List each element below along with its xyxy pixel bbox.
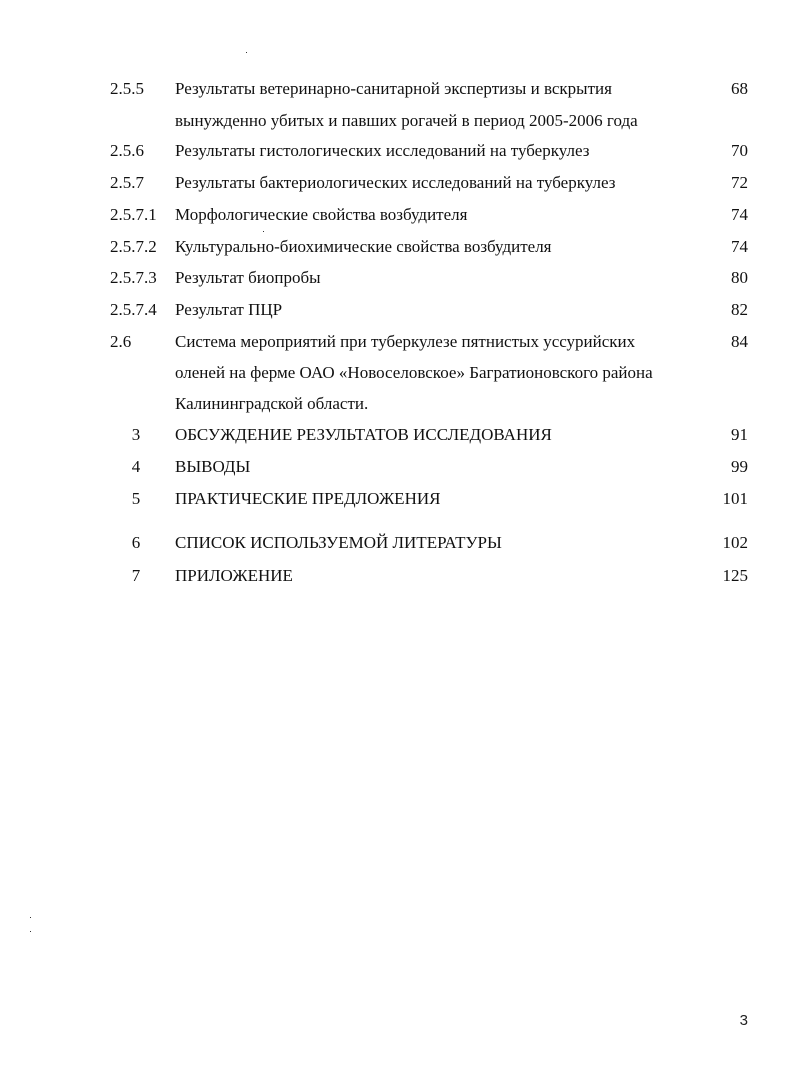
toc-number: 6 [131,533,141,552]
toc-entry-text: ОБСУЖДЕНИЕ РЕЗУЛЬТАТОВ ИССЛЕДОВАНИЯ [175,425,552,444]
toc-entry-text: Система мероприятий при туберкулезе пятнистых уссурийских [175,332,636,351]
toc-entry-text: Результаты бактериологических исследований на туберкулез [175,173,616,192]
toc-page-number: 74 [731,237,748,256]
toc-entry-text: Результаты гистологических исследований на туберкулез [175,141,590,160]
toc-number: 2.5.6 [110,141,144,160]
toc-page-number: 101 [722,489,748,508]
toc-page-number: 68 [731,79,748,98]
scan-speck [30,931,31,932]
toc-entry-text: Результат биопробы [175,268,321,287]
toc-number: 3 [131,425,141,444]
toc-page-number: 102 [722,533,748,552]
toc-number: 2.5.7.1 [110,205,157,224]
toc-entry-text: вынужденно убитых и павших рогачей в период 2005-2006 года [175,111,638,130]
toc-number: 2.5.5 [110,79,144,98]
toc-page-number: 72 [731,173,748,192]
toc-entry-text: СПИСОК ИСПОЛЬЗУЕМОЙ ЛИТЕРАТУРЫ [175,533,502,552]
toc-number: 4 [131,457,141,476]
scan-speck [246,52,247,53]
scan-speck [263,231,264,232]
toc-entry-text: Культурально-биохимические свойства возбудителя [175,237,552,256]
toc-entry-text: ВЫВОДЫ [175,457,251,476]
toc-number: 5 [131,489,141,508]
toc-entry-text: Калининградской области. [175,394,369,413]
toc-number: 2.5.7 [110,173,144,192]
toc-page-number: 70 [731,141,748,160]
toc-entry-text: Результаты ветеринарно-санитарной экспертизы и вскрытия [175,79,612,98]
toc-page-number: 99 [731,457,748,476]
toc-page-number: 125 [722,566,748,585]
scan-speck [30,917,31,918]
toc-entry-text: ПРАКТИЧЕСКИЕ ПРЕДЛОЖЕНИЯ [175,489,441,508]
toc-page-number: 80 [731,268,748,287]
toc-number: 2.5.7.4 [110,300,157,319]
toc-entry-text: Результат ПЦР [175,300,283,319]
toc-number: 2.6 [110,332,132,351]
page-number: 3 [739,1012,748,1029]
toc-page-number: 74 [731,205,748,224]
toc-entry-text: оленей на ферме ОАО «Новоселовское» Багратионовского района [175,363,653,382]
toc-number: 2.5.7.3 [110,268,157,287]
toc-page-number: 82 [731,300,748,319]
toc-number: 2.5.7.2 [110,237,157,256]
toc-page-number: 91 [731,425,748,444]
toc-number: 7 [131,566,141,585]
toc-entry-text: ПРИЛОЖЕНИЕ [175,566,293,585]
toc-entry-text: Морфологические свойства возбудителя [175,205,468,224]
toc-page-number: 84 [731,332,748,351]
